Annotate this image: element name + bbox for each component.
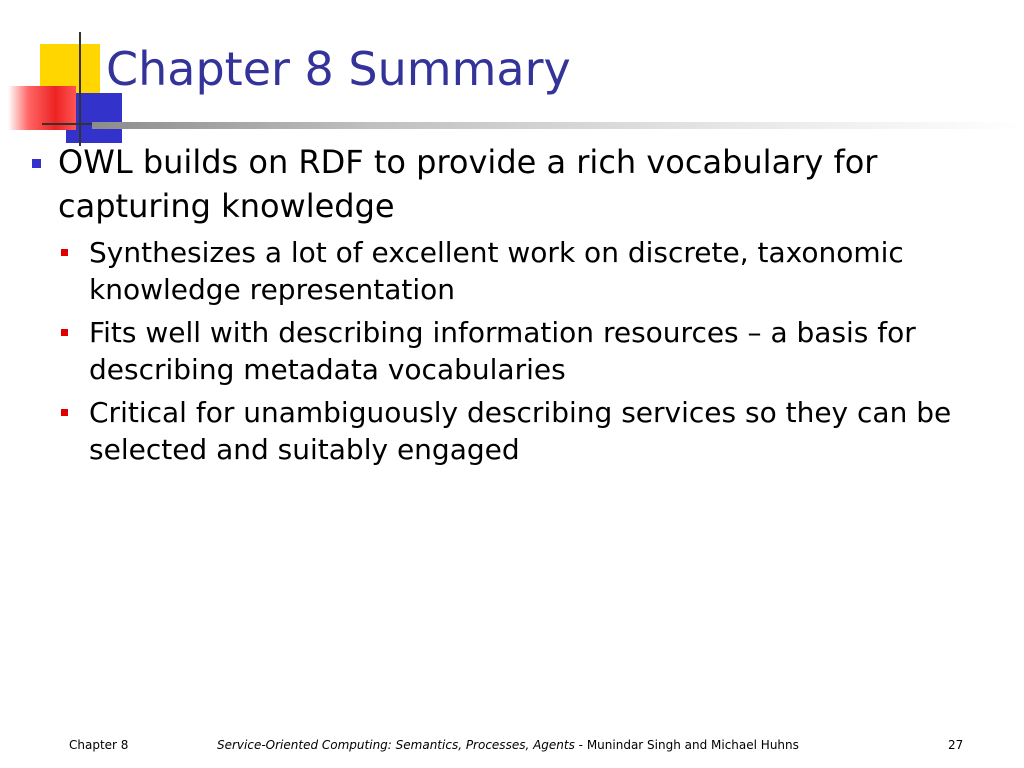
sub-bullet-item [0, 234, 999, 308]
sub-bullet-text: Critical for unambiguously describing services so they can be selected and suitably engaged [89, 396, 952, 466]
bullet-item [0, 140, 970, 228]
sub-bullet-item [0, 394, 999, 468]
footer-chapter: Chapter 8 [69, 738, 129, 752]
footer-citation [217, 738, 799, 752]
sub-bullet-item [0, 314, 999, 388]
sub-bullet-text: Fits well with describing information resources – a basis for describing metadata vocabularies [89, 316, 916, 386]
sub-bullet-list [0, 234, 1024, 468]
sub-bullet-square-icon [61, 329, 68, 336]
footer-book-title: Service-Oriented Computing: Semantics, Processes, Agents [217, 738, 575, 752]
sub-bullet-text: Synthesizes a lot of excellent work on discrete, taxonomic knowledge representation [89, 236, 904, 306]
title-divider [92, 122, 1024, 129]
logo-vertical-line [79, 32, 81, 146]
bullet-text: OWL builds on RDF to provide a rich vocabulary for capturing knowledge [58, 143, 878, 225]
footer-authors: - Munindar Singh and Michael Huhns [574, 738, 799, 752]
sub-bullet-square-icon [61, 249, 68, 256]
slide-content [0, 140, 1024, 474]
bullet-square-icon [32, 159, 41, 168]
sub-bullet-square-icon [61, 409, 68, 416]
footer-page-number: 27 [948, 738, 964, 752]
slide-footer [0, 738, 1024, 758]
slide-title: Chapter 8 Summary [106, 42, 571, 96]
